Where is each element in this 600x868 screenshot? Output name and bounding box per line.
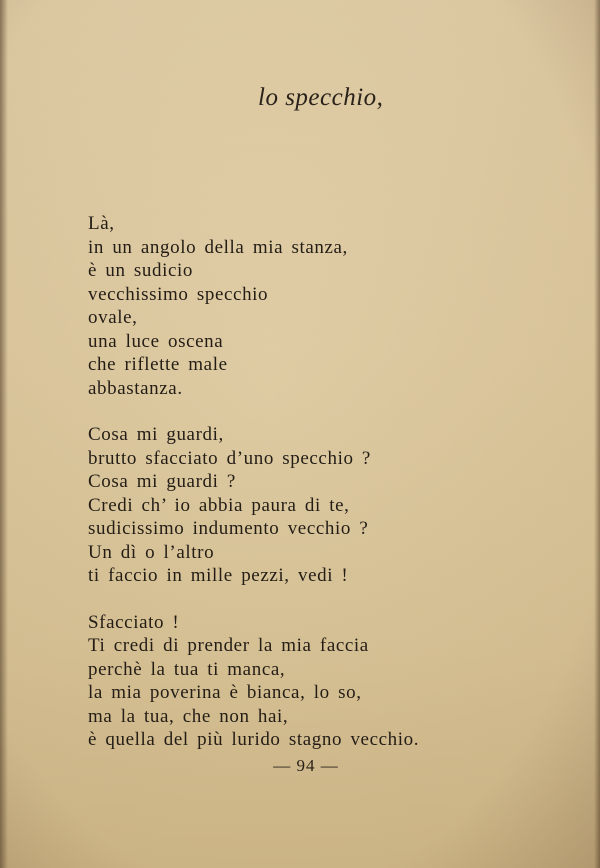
page-number: — 94 — xyxy=(273,756,339,775)
poem-line: è quella del più lurido stagno vecchio. xyxy=(88,729,420,750)
poem-line: che riflette male xyxy=(88,354,228,375)
poem-line: sudicissimo indumento vecchio ? xyxy=(88,518,369,539)
poem-line: Un dì o l’altro xyxy=(88,541,215,563)
poem-body xyxy=(88,212,568,752)
poem-title: lo specchio, xyxy=(258,84,384,111)
stanza-3 xyxy=(88,611,568,752)
page-left-edge-shadow xyxy=(0,0,8,868)
stanza-1 xyxy=(88,212,568,400)
stanza-2 xyxy=(88,423,568,588)
poem-line: ovale, xyxy=(88,307,138,328)
poem-line: Sfacciato ! xyxy=(88,611,180,633)
poem-line: vecchissimo specchio xyxy=(88,283,269,305)
poem-line: una luce oscena xyxy=(88,330,224,352)
poem-line: perchè la tua ti manca, xyxy=(88,658,286,680)
poem-line: Ti credi di prender la mia faccia xyxy=(88,635,369,656)
poem-line: ma la tua, che non hai, xyxy=(88,705,289,727)
poem-line: Cosa mi guardi, xyxy=(88,424,224,445)
poem-line: brutto sfacciato d’uno specchio ? xyxy=(88,447,371,469)
poem-line: Credi ch’ io abbia paura di te, xyxy=(88,494,350,516)
poem-line: la mia poverina è bianca, lo so, xyxy=(88,682,362,703)
poem-line: in un angolo della mia stanza, xyxy=(88,236,348,258)
poem-line: Là, xyxy=(88,213,115,234)
poem-line: ti faccio in mille pezzi, vedi ! xyxy=(88,565,349,586)
poem-line: abbastanza. xyxy=(88,377,183,399)
page-right-edge-shadow xyxy=(594,0,600,868)
poem-line: Cosa mi guardi ? xyxy=(88,471,236,492)
poem-line: è un sudicio xyxy=(88,260,194,281)
